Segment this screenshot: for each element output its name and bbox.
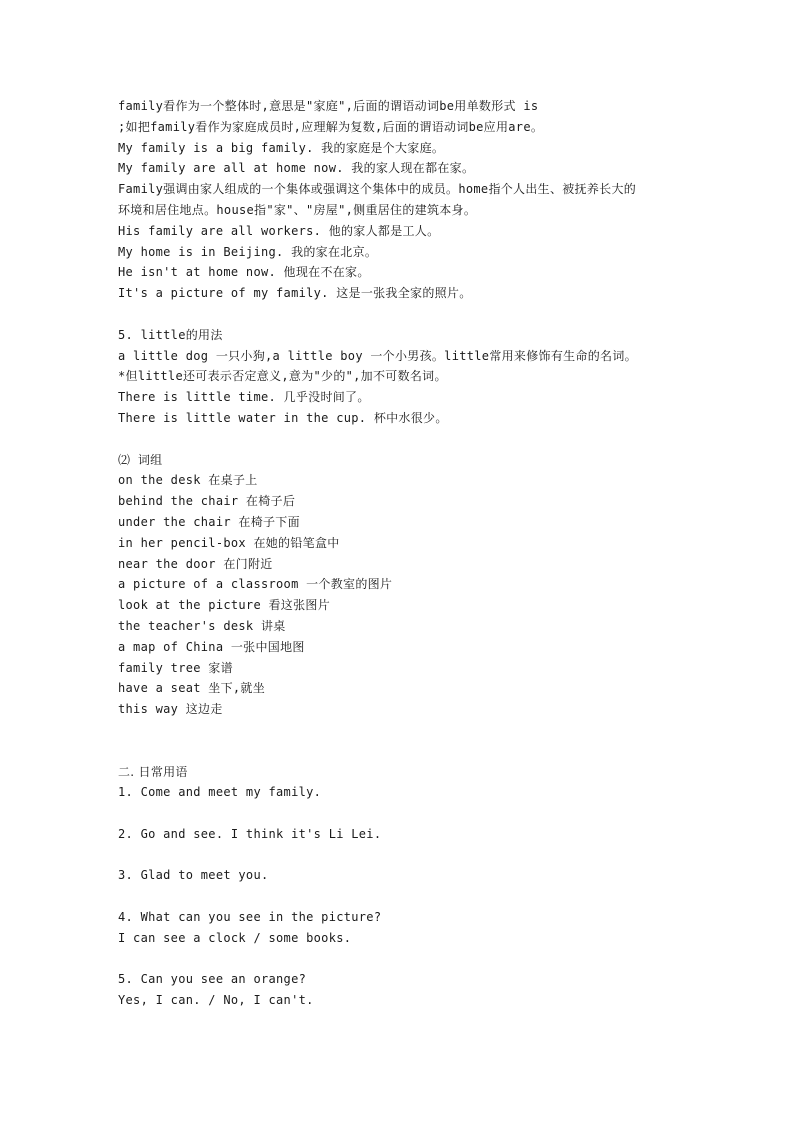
spacer	[118, 720, 758, 762]
spacer	[118, 803, 758, 824]
phrase-line: family tree 家谱	[118, 660, 233, 675]
phrase-line: this way 这边走	[118, 702, 223, 717]
phrase-line: look at the picture 看这张图片	[118, 598, 330, 613]
dialogue-line: 2. Go and see. I think it's Li Lei.	[118, 826, 382, 841]
spacer	[118, 845, 758, 866]
section-family-usage	[118, 96, 758, 304]
phrase-line: in her pencil-box 在她的铅笔盒中	[118, 535, 340, 550]
phrase-line: under the chair 在椅子下面	[118, 514, 300, 529]
section-heading: 5. little的用法	[118, 327, 223, 342]
text-line: family看作为一个整体时,意思是"家庭",后面的谓语动词be用单数形式 is	[118, 99, 539, 113]
example-sentence: There is little time. 几乎没时间了。	[118, 390, 370, 405]
phrase-line: near the door 在门附近	[118, 556, 273, 571]
spacer	[118, 886, 758, 907]
text-line: ;如把family看作为家庭成员时,应理解为复数,后面的谓语动词be应用are。	[118, 119, 544, 134]
section-little-usage	[118, 325, 758, 429]
phrase-line: the teacher's desk 讲桌	[118, 618, 286, 633]
phrase-line: behind the chair 在椅子后	[118, 494, 296, 509]
section-phrases	[118, 450, 758, 720]
example-sentence: He isn't at home now. 他现在不在家。	[118, 265, 370, 280]
dialogue-line: 4. What can you see in the picture?	[118, 910, 382, 925]
example-sentence: My home is in Beijing. 我的家在北京。	[118, 244, 378, 259]
text-line: a little dog 一只小狗,a little boy 一个小男孩。little常用来修饰有生命的名词。	[118, 348, 637, 363]
document-page	[118, 96, 758, 1011]
phrase-line: on the desk 在桌子上	[118, 473, 258, 488]
phrase-line: a map of China 一张中国地图	[118, 639, 305, 654]
text-line: *但little还可表示否定意义,意为"少的",加不可数名词。	[118, 369, 447, 384]
dialogue-line: Yes, I can. / No, I can't.	[118, 993, 314, 1008]
example-sentence: There is little water in the cup. 杯中水很少。	[118, 410, 448, 425]
dialogue-line: 3. Glad to meet you.	[118, 868, 269, 883]
example-sentence: My family are all at home now. 我的家人现在都在家。	[118, 161, 475, 176]
example-sentence: His family are all workers. 他的家人都是工人。	[118, 223, 440, 238]
section-heading: 二. 日常用语	[118, 764, 188, 779]
dialogue-line: 1. Come and meet my family.	[118, 785, 322, 800]
spacer	[118, 429, 758, 450]
example-sentence: It's a picture of my family. 这是一张我全家的照片。	[118, 286, 472, 301]
phrase-line: a picture of a classroom 一个教室的图片	[118, 577, 393, 592]
text-line: Family强调由家人组成的一个集体或强调这个集体中的成员。home指个人出生、被抚养长大的	[118, 182, 637, 197]
spacer	[118, 304, 758, 325]
phrase-line: have a seat 坐下,就坐	[118, 681, 266, 696]
text-line: 环境和居住地点。house指"家"、"房屋",侧重居住的建筑本身。	[118, 202, 477, 217]
section-daily-expressions	[118, 762, 758, 1012]
spacer	[118, 949, 758, 970]
dialogue-line: I can see a clock / some books.	[118, 930, 352, 945]
example-sentence: My family is a big family. 我的家庭是个大家庭。	[118, 140, 445, 155]
dialogue-line: 5. Can you see an orange?	[118, 972, 307, 987]
section-heading: ⑵ 词组	[118, 452, 163, 467]
